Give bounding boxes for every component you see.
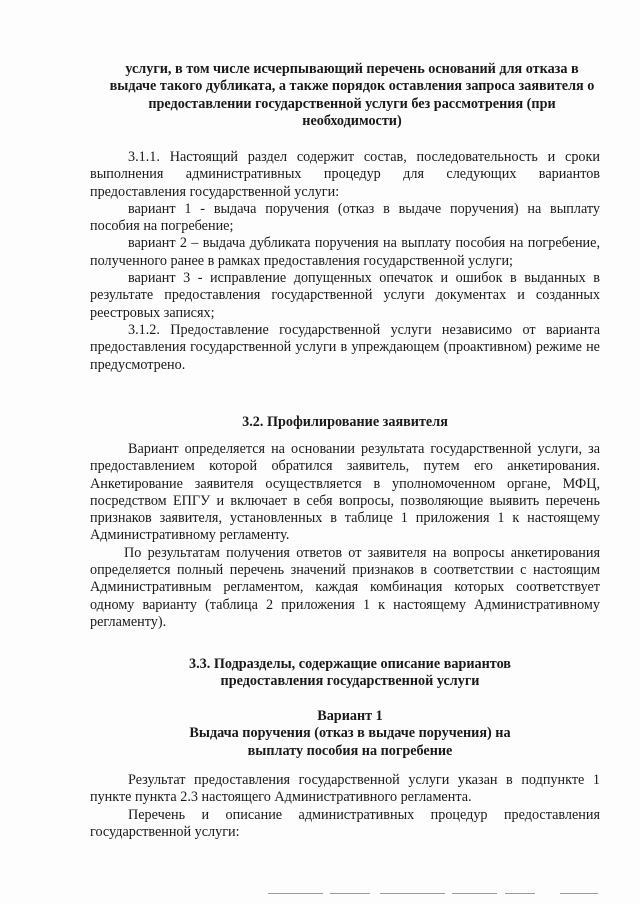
scan-artifact-line xyxy=(330,893,370,894)
paragraph-3-1-1: 3.1.1. Настоящий раздел содержит состав, последовательность и сроки выполнения административных процедур для следующих вариантов предоставления государственной услуги: xyxy=(90,149,600,200)
scan-artifact-line xyxy=(452,893,497,894)
section-3-1-body xyxy=(90,149,600,374)
variant-1-heading xyxy=(170,708,530,760)
paragraph-result: Результат предоставления государственной услуги указан в подпункте 1 пункте пункта 2.3 настоящего Административного регламента. xyxy=(90,772,600,806)
section-heading-3-3: 3.3. Подразделы, содержащие описание вариантов предоставления государственной услуги xyxy=(189,656,511,690)
section-heading-top: услуги, в том числе исчерпывающий перечень оснований для отказа в выдаче такого дубликата, а также порядок оставления запроса заявителя о предоставлении государственной услуги без рассмотрения (при необходимости) xyxy=(109,61,595,129)
variant-1-number: Вариант 1 xyxy=(317,708,383,724)
variant-1-body xyxy=(90,772,600,841)
scan-artifact-line xyxy=(268,893,323,894)
section-3-2-body xyxy=(90,441,600,631)
scan-artifact-line xyxy=(505,893,535,894)
scan-artifact-line xyxy=(380,893,445,894)
scan-artifact-line xyxy=(560,893,598,894)
variant-1-title: Выдача поручения (отказ в выдаче поручения) на выплату пособия на погребение xyxy=(189,725,511,759)
paragraph-3-1-2: 3.1.2. Предоставление государственной услуги независимо от варианта предоставления государственной услуги в упреждающем (проактивном) режиме не предусмотрено. xyxy=(90,321,600,373)
paragraph-variant-2: вариант 2 – выдача дубликата поручения на выплату пособия на погребение, полученного ранее в рамках предоставления государственной услуги; xyxy=(90,235,600,269)
paragraph-variant-3: вариант 3 - исправление допущенных опечаток и ошибок в выданных в результате предоставления государственной услуги документах и созданных реестровых записях; xyxy=(90,270,600,321)
paragraph-procedures: Перечень и описание административных процедур предоставления государственной услуги: xyxy=(90,806,600,840)
paragraph-profiling-2: По результатам получения ответов от заявителя на вопросы анкетирования определяется полный перечень значений признаков в соответствии с настоящим Административным регламентом, каждая комбинация которых соответствует одному варианту (таблица 2 приложения 1 к настоящему Административному регламенту). xyxy=(90,544,600,630)
paragraph-variant-1: вариант 1 - выдача поручения (отказ в выдаче поручения) на выплату пособия на погребение; xyxy=(90,200,600,235)
paragraph-profiling-1: Вариант определяется на основании результата государственной услуги, за предоставлением которой обратился заявитель, путем его анкетирования. Анкетирование заявителя осуществляется в уполномоченном органе, МФЦ, посредством ЕПГУ и включает в себя вопросы, позволяющие выявить перечень признаков заявителя, установленных в таблице 1 приложения 1 к настоящему Административному регламенту. xyxy=(90,441,600,544)
section-heading-3-2: 3.2. Профилирование заявителя xyxy=(242,414,448,430)
